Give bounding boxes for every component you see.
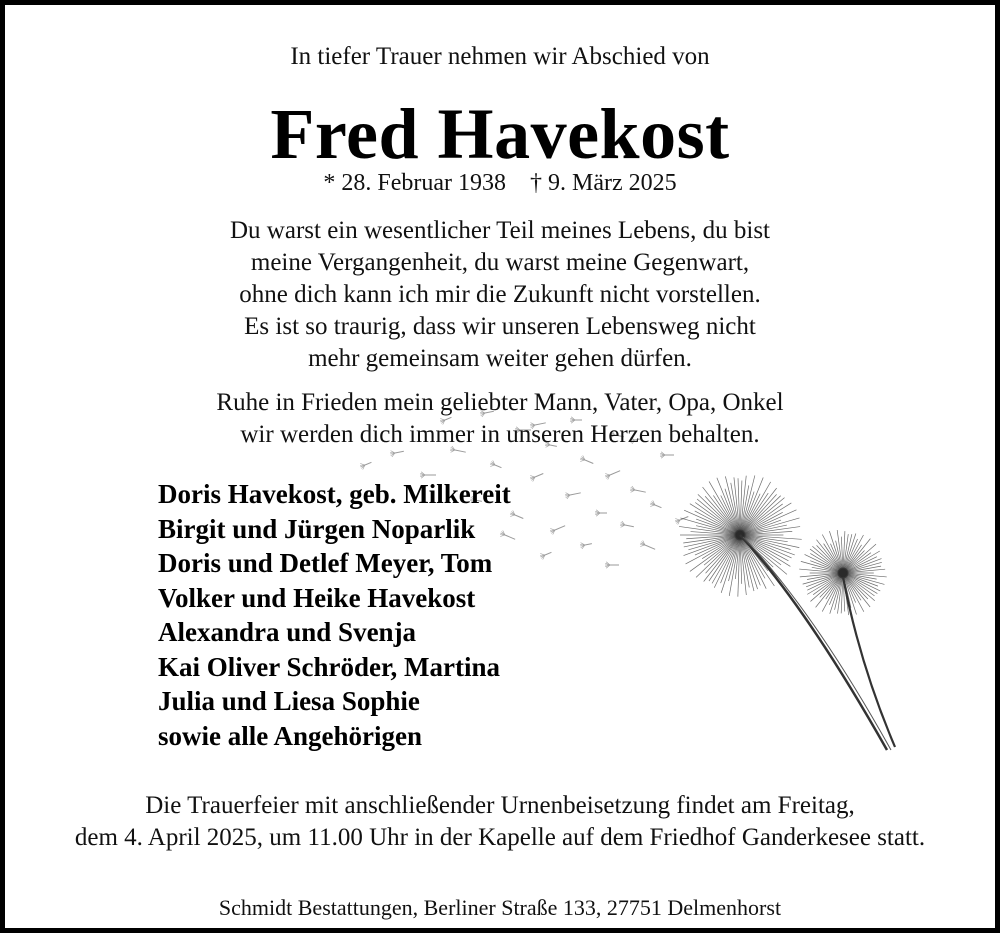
- funeral-line: dem 4. April 2025, um 11.00 Uhr in der Kapelle auf dem Friedhof Ganderkesee statt.: [74, 824, 926, 851]
- funeral-line: Die Trauerfeier mit anschließender Urnenbeisetzung findet am Freitag,: [145, 792, 855, 819]
- mourner-name: Doris und Detlef Meyer, Tom: [158, 548, 493, 578]
- poem-line: Du warst ein wesentlicher Teil meines Lebens, du bist: [229, 217, 770, 244]
- funeral-home-address: Schmidt Bestattungen, Berliner Straße 133, 27751 Delmenhorst: [218, 895, 782, 920]
- poem-line: ohne dich kann ich mir die Zukunft nicht vorstellen.: [239, 281, 761, 308]
- death-date: † 9. März 2025: [530, 170, 677, 196]
- mourners-list: [158, 477, 511, 753]
- farewell-line: Ruhe in Frieden mein geliebter Mann, Vater, Opa, Onkel: [216, 389, 784, 416]
- poem-line: meine Vergangenheit, du warst meine Gegenwart,: [250, 249, 750, 276]
- farewell-line: wir werden dich immer in unseren Herzen behalten.: [240, 421, 760, 448]
- poem-line: Es ist so traurig, dass wir unseren Lebensweg nicht: [244, 313, 756, 340]
- poem-line: mehr gemeinsam weiter gehen dürfen.: [308, 345, 692, 372]
- mourner-name: sowie alle Angehörigen: [158, 720, 422, 751]
- mourner-name: Doris Havekost, geb. Milkereit: [158, 479, 511, 509]
- farewell-text: [5, 387, 995, 451]
- mourner-name: Kai Oliver Schröder, Martina: [158, 651, 500, 682]
- funeral-details: [5, 790, 995, 854]
- poem: [5, 215, 995, 375]
- mourner-name: Volker und Heike Havekost: [158, 582, 476, 613]
- deceased-name: Fred Havekost: [270, 94, 730, 174]
- intro-line: In tiefer Trauer nehmen wir Abschied von: [290, 43, 710, 70]
- mourner-name: Birgit und Jürgen Noparlik: [158, 513, 476, 544]
- life-dates: [5, 170, 995, 197]
- mourner-name: Alexandra und Svenja: [158, 617, 417, 647]
- birth-date: * 28. Februar 1938: [323, 170, 506, 196]
- mourner-name: Julia und Liesa Sophie: [158, 686, 420, 716]
